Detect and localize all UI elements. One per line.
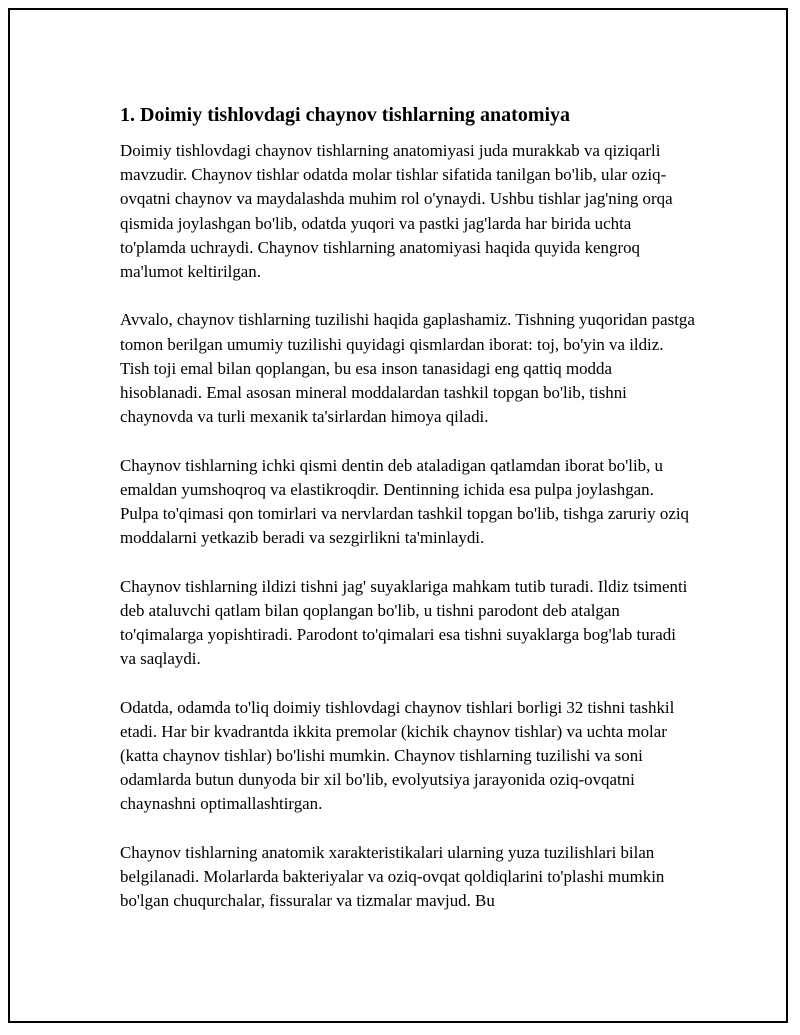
page-frame <box>8 8 788 1023</box>
paragraph: Doimiy tishlovdagi chaynov tishlarning anatomiyasi juda murakkab va qiziqarli mavzudir. Chaynov tishlar odatda molar tishlar sifatida tanilgan bo'lib, ular oziq-ovqatni chaynov va maydalashda muhim rol o'ynaydi. Ushbu tishlar jag'ning orqa qismida joylashgan bo'lib, odatda yuqori va pastki jag'larda har birida uchta to'plamda uchraydi. Chaynov tishlarning anatomiyasi haqida quyida kengroq ma'lumot keltirilgan. <box>120 141 673 282</box>
paragraph: Chaynov tishlarning ildizi tishni jag' suyaklariga mahkam tutib turadi. Ildiz tsimenti deb ataluvchi qatlam bilan qoplangan bo'lib, u tishni parodont deb atalgan to'qimalarga yopishtiradi. Parodont to'qimalari esa tishni suyaklarga bog'lab turadi va saqlaydi. <box>120 576 688 669</box>
document-body <box>120 102 695 938</box>
section-title: 1. Doimiy tishlovdagi chaynov tishlarning anatomiya <box>120 104 571 126</box>
paragraph: Chaynov tishlarning anatomik xarakteristikalari ularning yuza tuzilishlari bilan belgilanadi. Molarlarda bakteriyalar va oziq-ovqat qoldiqlarini to'plashi mumkin bo'lgan chuqurchalar, fissuralar va tizmalar mavjud. Bu <box>120 842 665 911</box>
paragraph: Avvalo, chaynov tishlarning tuzilishi haqida gaplashamiz. Tishning yuqoridan pastga tomon berilgan umumiy tuzilishi quyidagi qismlardan iborat: toj, bo'yin va ildiz. Tish toji emal bilan qoplangan, bu esa inson tanasidagi eng qattiq modda hisoblanadi. Emal asosan mineral moddalardan tashkil topgan bo'lib, tishni chaynovda va turli mexanik ta'sirlardan himoya qiladi. <box>120 310 695 427</box>
paragraph: Odatda, odamda to'liq doimiy tishlovdagi chaynov tishlari borligi 32 tishni tashkil etadi. Har bir kvadrantda ikkita premolar (kichik chaynov tishlar) va uchta molar (katta chaynov tishlar) bo'lishi mumkin. Chaynov tishlarning tuzilishi va soni odamlarda butun dunyoda bir xil bo'lib, evolyutsiya jarayonida oziq-ovqatni chaynashni optimallashtirgan. <box>120 697 675 814</box>
paragraph: Chaynov tishlarning ichki qismi dentin deb ataladigan qatlamdan iborat bo'lib, u emaldan yumshoqroq va elastikroqdir. Dentinning ichida esa pulpa joylashgan. Pulpa to'qimasi qon tomirlari va nervlardan tashkil topgan bo'lib, tishga zaruriy oziq moddalarni yetkazib beradi va sezgirlikni ta'minlaydi. <box>120 455 689 548</box>
